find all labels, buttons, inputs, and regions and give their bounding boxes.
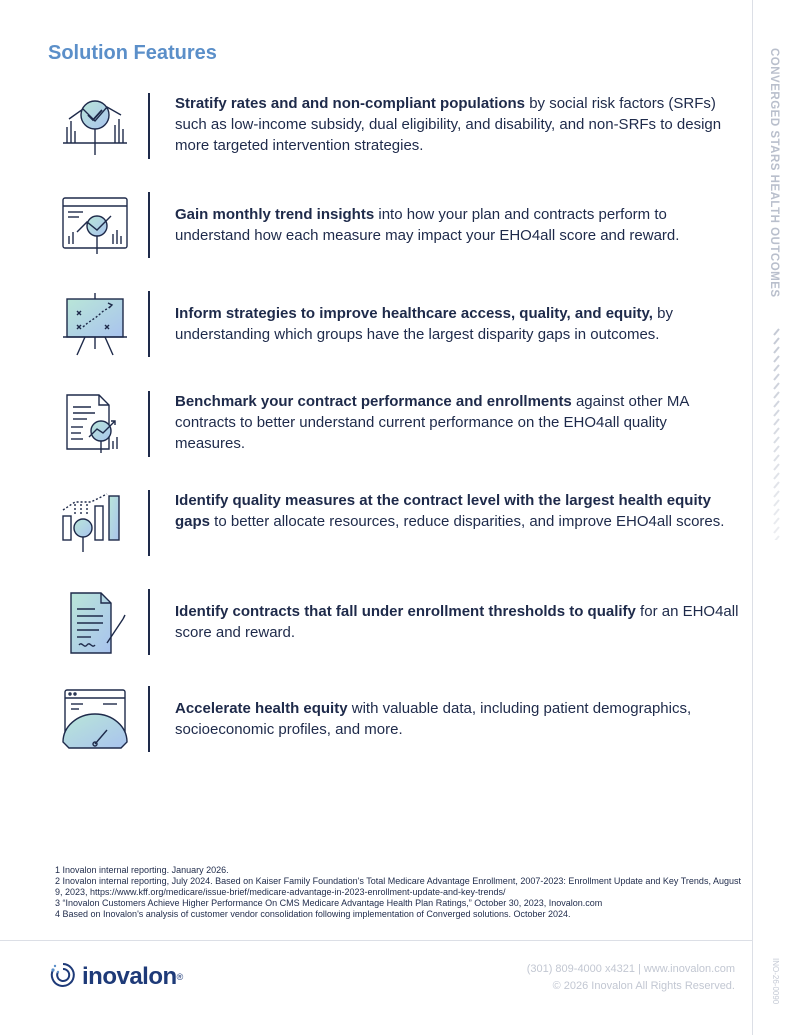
bar-chart-magnifier-icon: [55, 490, 135, 560]
hatch-line: [774, 500, 779, 506]
hatch-line: [774, 419, 779, 425]
footnote: 3 “Inovalon Customers Achieve Higher Performance On CMS Medicare Advantage Health Plan Ratings,” October 30, 2023, Inovalon.com: [55, 898, 603, 908]
feature-bold: Accelerate health equity: [175, 700, 348, 717]
hatch-line: [774, 518, 779, 524]
hatch-line: [774, 428, 779, 434]
footnote: 4 Based on Inovalon's analysis of customer vendor consolidation following implementation of Converged solutions. October 2024.: [55, 909, 571, 919]
gauge-dashboard-icon: [55, 686, 135, 756]
hatch-line: [774, 383, 779, 389]
feature-text: [175, 93, 740, 156]
hatch-line: [774, 536, 779, 540]
hatch-line: [774, 347, 779, 353]
feature-divider: [148, 490, 150, 556]
feature-divider: [148, 192, 150, 258]
hatch-line: [774, 482, 779, 488]
feature-text: [175, 303, 740, 345]
hatch-line: [774, 401, 779, 407]
feature-rest: by social risk factors (SRFs) such as low-income subsidy, dual eligibility, and disability, and non-SRFs to design more targeted intervention strategies.: [175, 95, 722, 154]
feature-divider: [148, 686, 150, 752]
benchmark-report-icon: [55, 391, 135, 461]
document-code: INO-26-0090: [771, 958, 780, 1005]
contract-document-icon: [55, 589, 135, 659]
feature-divider: [148, 589, 150, 655]
feature-text: [175, 391, 740, 454]
feature-rest: by understanding which groups have the largest disparity gaps in outcomes.: [175, 305, 673, 343]
hatch-line: [774, 329, 779, 335]
hatch-line: [774, 356, 779, 362]
contact-line: (301) 809-4000 x4321 | www.inovalon.com: [526, 963, 735, 975]
feature-text: [175, 204, 740, 246]
logo-wordmark: inovalon: [82, 963, 177, 990]
hatch-line: [774, 455, 779, 461]
hatch-line: [774, 392, 779, 398]
feature-text: [175, 698, 740, 740]
hatch-line: [774, 473, 779, 479]
hatch-line: [774, 437, 779, 443]
inovalon-logo: [48, 962, 183, 992]
hatch-line: [774, 509, 779, 515]
feature-bold: Gain monthly trend insights: [175, 206, 375, 223]
strategy-board-icon: [55, 291, 135, 361]
logo-registered: ®: [176, 972, 184, 982]
contact-info: [527, 961, 735, 995]
side-rule: [752, 0, 753, 1035]
feature-text: [175, 490, 740, 532]
footnotes: [55, 865, 745, 920]
feature-bold: Identify quality measures at the contract level with the largest health equity gaps: [175, 492, 711, 530]
feature-text: [175, 601, 740, 643]
hatch-line: [774, 374, 779, 380]
hatch-line: [774, 446, 779, 452]
hatch-line: [774, 527, 779, 533]
feature-bold: Benchmark your contract performance and enrollments: [175, 393, 572, 410]
hatch-line: [774, 338, 779, 344]
magnifier-chart-icon: [55, 93, 135, 163]
feature-bold: Inform strategies to improve healthcare access, quality, and equity,: [175, 305, 653, 322]
hatch-line: [774, 410, 779, 416]
feature-rest: for an EHO4all score and reward.: [175, 603, 739, 641]
hatch-line: [774, 464, 779, 470]
hatch-decoration: [768, 325, 784, 540]
feature-rest: against other MA contracts to better understand current performance on the EHO4all quality measures.: [175, 393, 689, 452]
dashboard-trend-icon: [55, 192, 135, 262]
feature-divider: [148, 291, 150, 357]
feature-divider: [148, 391, 150, 457]
hatch-line: [774, 491, 779, 497]
feature-rest: into how your plan and contracts perform to understand how each measure may impact your EHO4all score and reward.: [175, 206, 680, 244]
feature-divider: [148, 93, 150, 159]
feature-bold: Stratify rates and and non-compliant populations: [175, 95, 526, 112]
footnote: 2 Inovalon internal reporting, July 2024. Based on Kaiser Family Foundation's Total Medicare Advantage Enrollment, 2007-2023: Enrollment Update and Key Trends, August 9, 2023, https://www.kff.org/medicare/issue-brief/medicare-advantage-in-2023-enrollment-update-and-key-trends/: [55, 876, 741, 897]
footer-divider: [0, 940, 752, 941]
feature-bold: Identify contracts that fall under enrollment thresholds to qualify: [175, 603, 636, 620]
inovalon-swirl-icon: [48, 960, 78, 995]
footnote: 1 Inovalon internal reporting. January 2026.: [55, 865, 229, 875]
side-title: CONVERGED STARS HEALTH OUTCOMES: [768, 48, 780, 298]
section-title: Solution Features: [48, 42, 217, 64]
copyright-line: © 2026 Inovalon All Rights Reserved.: [552, 980, 735, 992]
feature-rest: with valuable data, including patient demographics, socioeconomic profiles, and more.: [175, 700, 692, 738]
feature-rest: to better allocate resources, reduce disparities, and improve EHO4all scores.: [210, 513, 725, 530]
hatch-line: [774, 365, 779, 371]
